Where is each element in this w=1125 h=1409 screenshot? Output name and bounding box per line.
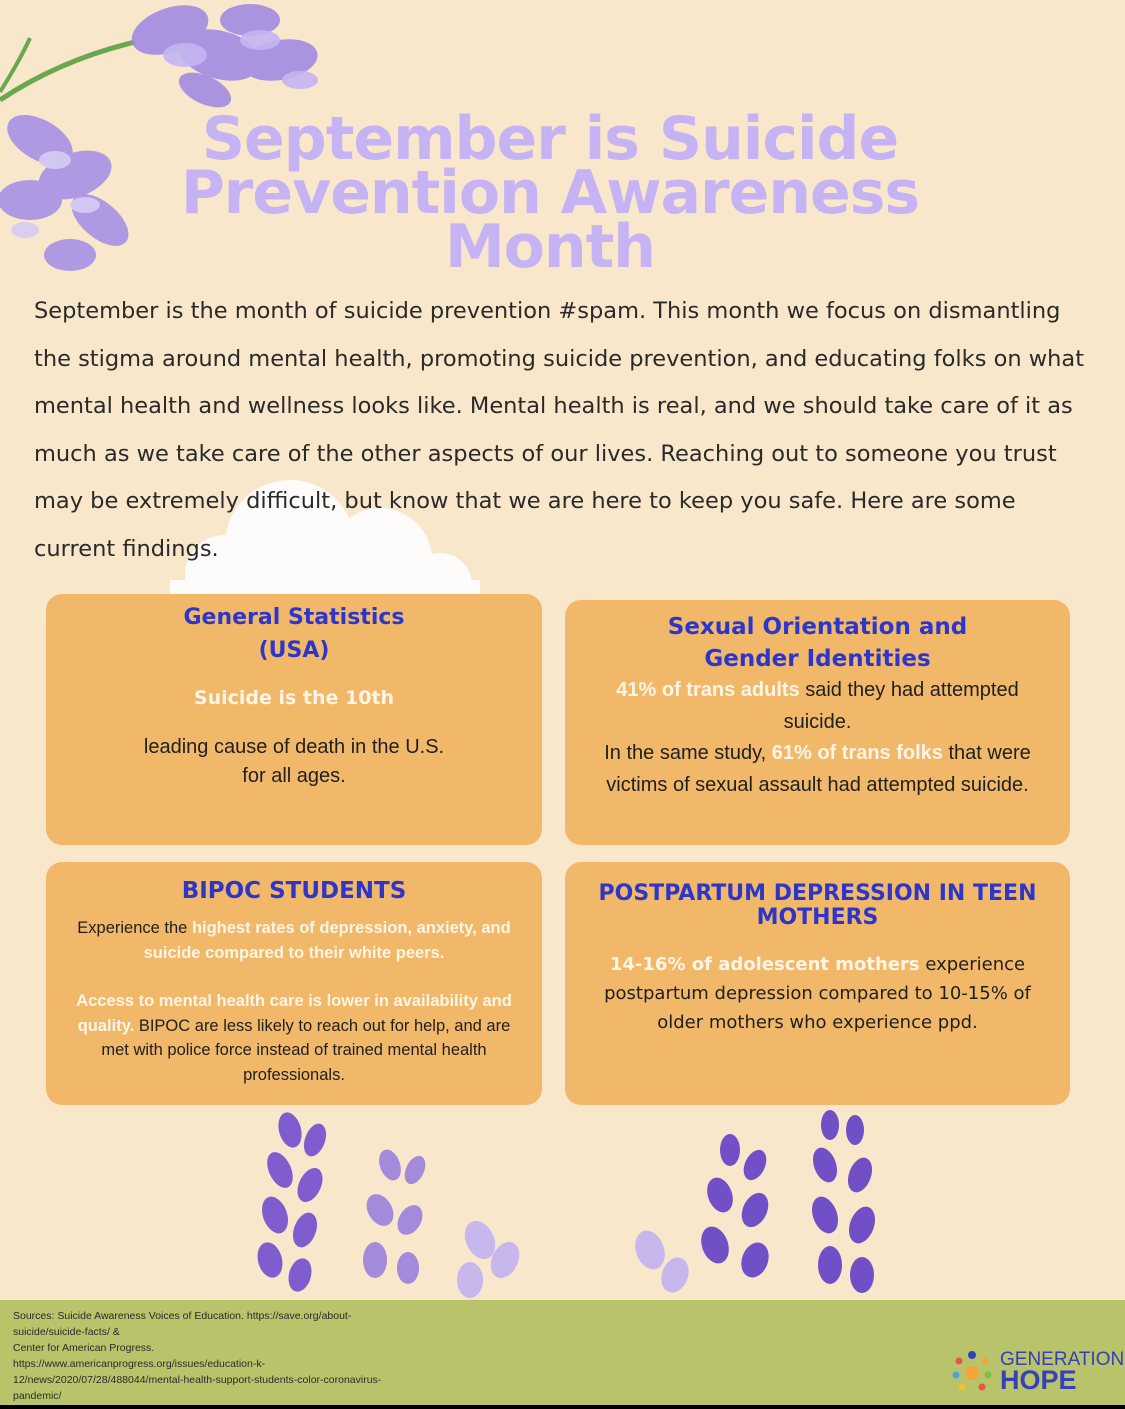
intro-paragraph: September is the month of suicide prevention #spam. This month we focus on dismantling the stigma around mental health, promoting suicide prevention, and educating folks on what mental health and wellness looks like. Mental health is real, and we should take care of it as much as we take care of the other aspects of our lives. Reaching out to someone you trust may be extremely difficult, but know that we are here to keep you safe. Here are some current findings. (34, 298, 1085, 562)
card-heading: BIPOC STUDENTS (181, 878, 407, 904)
stat-text: said they had attempted suicide. (783, 679, 1019, 733)
stat-text: Experience the (77, 919, 192, 937)
card-highlight: Suicide is the 10th (193, 687, 395, 709)
stat-highlight: 41% of trans adults (616, 679, 800, 701)
card-heading-line: Sexual Orientation and (667, 614, 968, 640)
source-line: Sources: Suicide Awareness Voices of Education. https://save.org/about- (13, 1310, 352, 1322)
source-line: suicide/suicide-facts/ & (13, 1326, 120, 1338)
card-body (595, 950, 1040, 1037)
title-line: Month (444, 212, 656, 282)
card-body (598, 675, 1038, 801)
card-heading-line: General Statistics (183, 605, 405, 630)
card-body (46, 733, 542, 791)
source-line: pandemic/ (13, 1390, 62, 1402)
card-heading-line: (USA) (258, 638, 330, 663)
stat-text: experience postpartum depression compared to 10-15% of older mothers who experience ppd. (604, 954, 1031, 1033)
card-heading (46, 594, 542, 667)
source-line: Center for American Progress. (13, 1342, 155, 1354)
bipoc-students-card (46, 862, 542, 1105)
title-line: September is Suicide (201, 104, 899, 174)
page-title (150, 104, 950, 282)
stat-highlight: 14-16% of adolescent mothers (609, 954, 920, 975)
title-line: Prevention Awareness (180, 158, 920, 228)
general-statistics-card (46, 594, 542, 845)
card-heading-line: Gender Identities (704, 646, 931, 672)
source-line: https://www.americanprogress.org/issues/education-k- (13, 1358, 266, 1370)
card-body (69, 916, 519, 1087)
card-body-line: leading cause of death in the U.S. (143, 736, 445, 758)
logo-word: GENERATION (1000, 1349, 1125, 1370)
generation-hope-logo (948, 1346, 1125, 1395)
stat-highlight: Access to mental health care is lower in availability and quality. (76, 992, 512, 1035)
stat-highlight: highest rates of depression, anxiety, and suicide compared to their white peers. (143, 919, 511, 962)
source-line: 12/news/2020/07/28/488044/mental-health-support-students-color-coronavirus- (13, 1374, 382, 1386)
lavender-bottom-illustration (230, 1110, 910, 1305)
sexual-orientation-card (565, 600, 1070, 845)
sources-text (13, 1308, 483, 1404)
footer (0, 1300, 1125, 1405)
card-heading (565, 600, 1070, 675)
logo-word: HOPE (1000, 1365, 1077, 1395)
stat-text: In the same study, (604, 742, 772, 764)
stat-text: BIPOC are less likely to reach out for help, and are met with police force instead of trained mental health professionals. (101, 1016, 511, 1084)
card-heading: POSTPARTUM DEPRESSION IN TEEN MOTHERS (598, 881, 1037, 930)
logo-mark-icon (948, 1346, 996, 1394)
postpartum-depression-card (565, 862, 1070, 1105)
stat-text: that were victims of sexual assault had attempted suicide. (606, 742, 1031, 796)
stat-highlight: 61% of trans folks (771, 742, 943, 764)
card-body-line: for all ages. (242, 765, 346, 787)
